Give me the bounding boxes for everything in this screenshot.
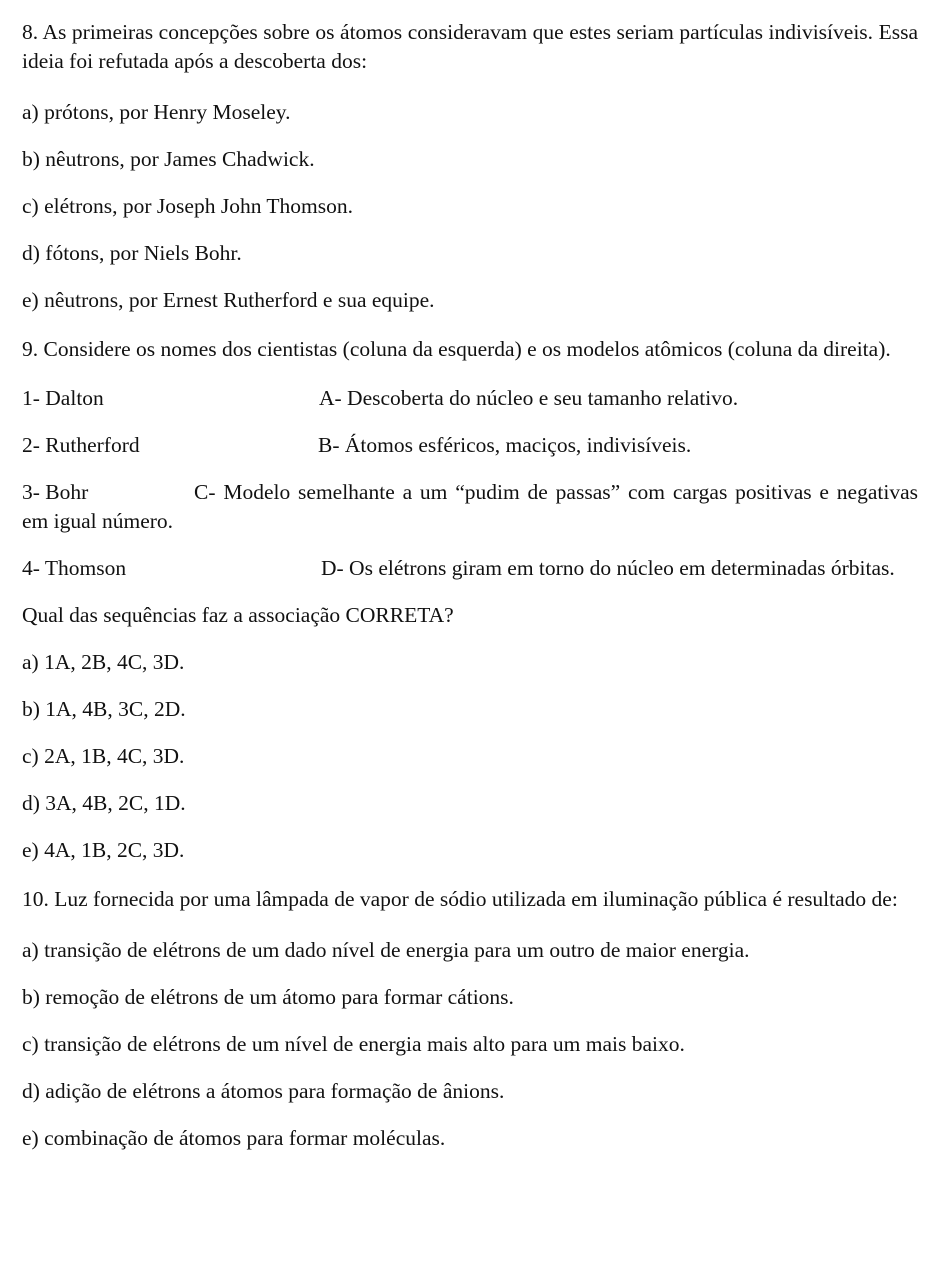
association-row-1 [22,384,918,413]
question-10-option-a: a) transição de elétrons de um dado nível de energia para um outro de maior energia. [22,938,750,962]
question-8-stem: 8. As primeiras concepções sobre os átomos consideravam que estes seriam partículas indivisíveis. Essa ideia foi refutada após a descoberta dos: [22,20,918,73]
question-10-option-d: d) adição de elétrons a átomos para formação de ânions. [22,1079,505,1103]
scientist-dalton: 1- Dalton [22,386,104,410]
association-row-4 [22,554,918,583]
question-8-option-e: e) nêutrons, por Ernest Rutherford e sua equipe. [22,288,435,312]
model-b: B- Átomos esféricos, maciços, indivisíveis. [318,433,692,457]
question-10-option-c: c) transição de elétrons de um nível de energia mais alto para um mais baixo. [22,1032,685,1056]
question-8-option-a: a) prótons, por Henry Moseley. [22,100,291,124]
question-9-option-e: e) 4A, 1B, 2C, 3D. [22,838,185,862]
question-9-option-d: d) 3A, 4B, 2C, 1D. [22,791,186,815]
scientist-bohr: 3- Bohr [22,480,89,504]
scientist-thomson: 4- Thomson [22,556,127,580]
question-8-option-d: d) fótons, por Niels Bohr. [22,241,242,265]
question-9-option-a: a) 1A, 2B, 4C, 3D. [22,650,185,674]
model-d: D- Os elétrons giram em torno do núcleo em determinadas órbitas. [321,556,895,580]
question-9-stem: 9. Considere os nomes dos cientistas (coluna da esquerda) e os modelos atômicos (coluna da direita). [22,337,891,361]
association-row-3 [22,478,918,536]
model-c: C- Modelo semelhante a um “pudim de passas” com cargas positivas e negativas em igual número. [22,480,918,533]
model-a: A- Descoberta do núcleo e seu tamanho relativo. [319,386,739,410]
question-10-option-b: b) remoção de elétrons de um átomo para formar cátions. [22,985,514,1009]
question-8-option-b: b) nêutrons, por James Chadwick. [22,147,315,171]
question-9-option-c: c) 2A, 1B, 4C, 3D. [22,744,185,768]
association-row-2 [22,431,918,460]
question-9-option-b: b) 1A, 4B, 3C, 2D. [22,697,186,721]
question-10-stem: 10. Luz fornecida por uma lâmpada de vapor de sódio utilizada em iluminação pública é resultado de: [22,887,898,911]
question-9-prompt: Qual das sequências faz a associação CORRETA? [22,603,454,627]
question-10-option-e: e) combinação de átomos para formar moléculas. [22,1126,446,1150]
exam-page [22,18,918,1171]
question-8-option-c: c) elétrons, por Joseph John Thomson. [22,194,354,218]
scientist-rutherford: 2- Rutherford [22,433,140,457]
